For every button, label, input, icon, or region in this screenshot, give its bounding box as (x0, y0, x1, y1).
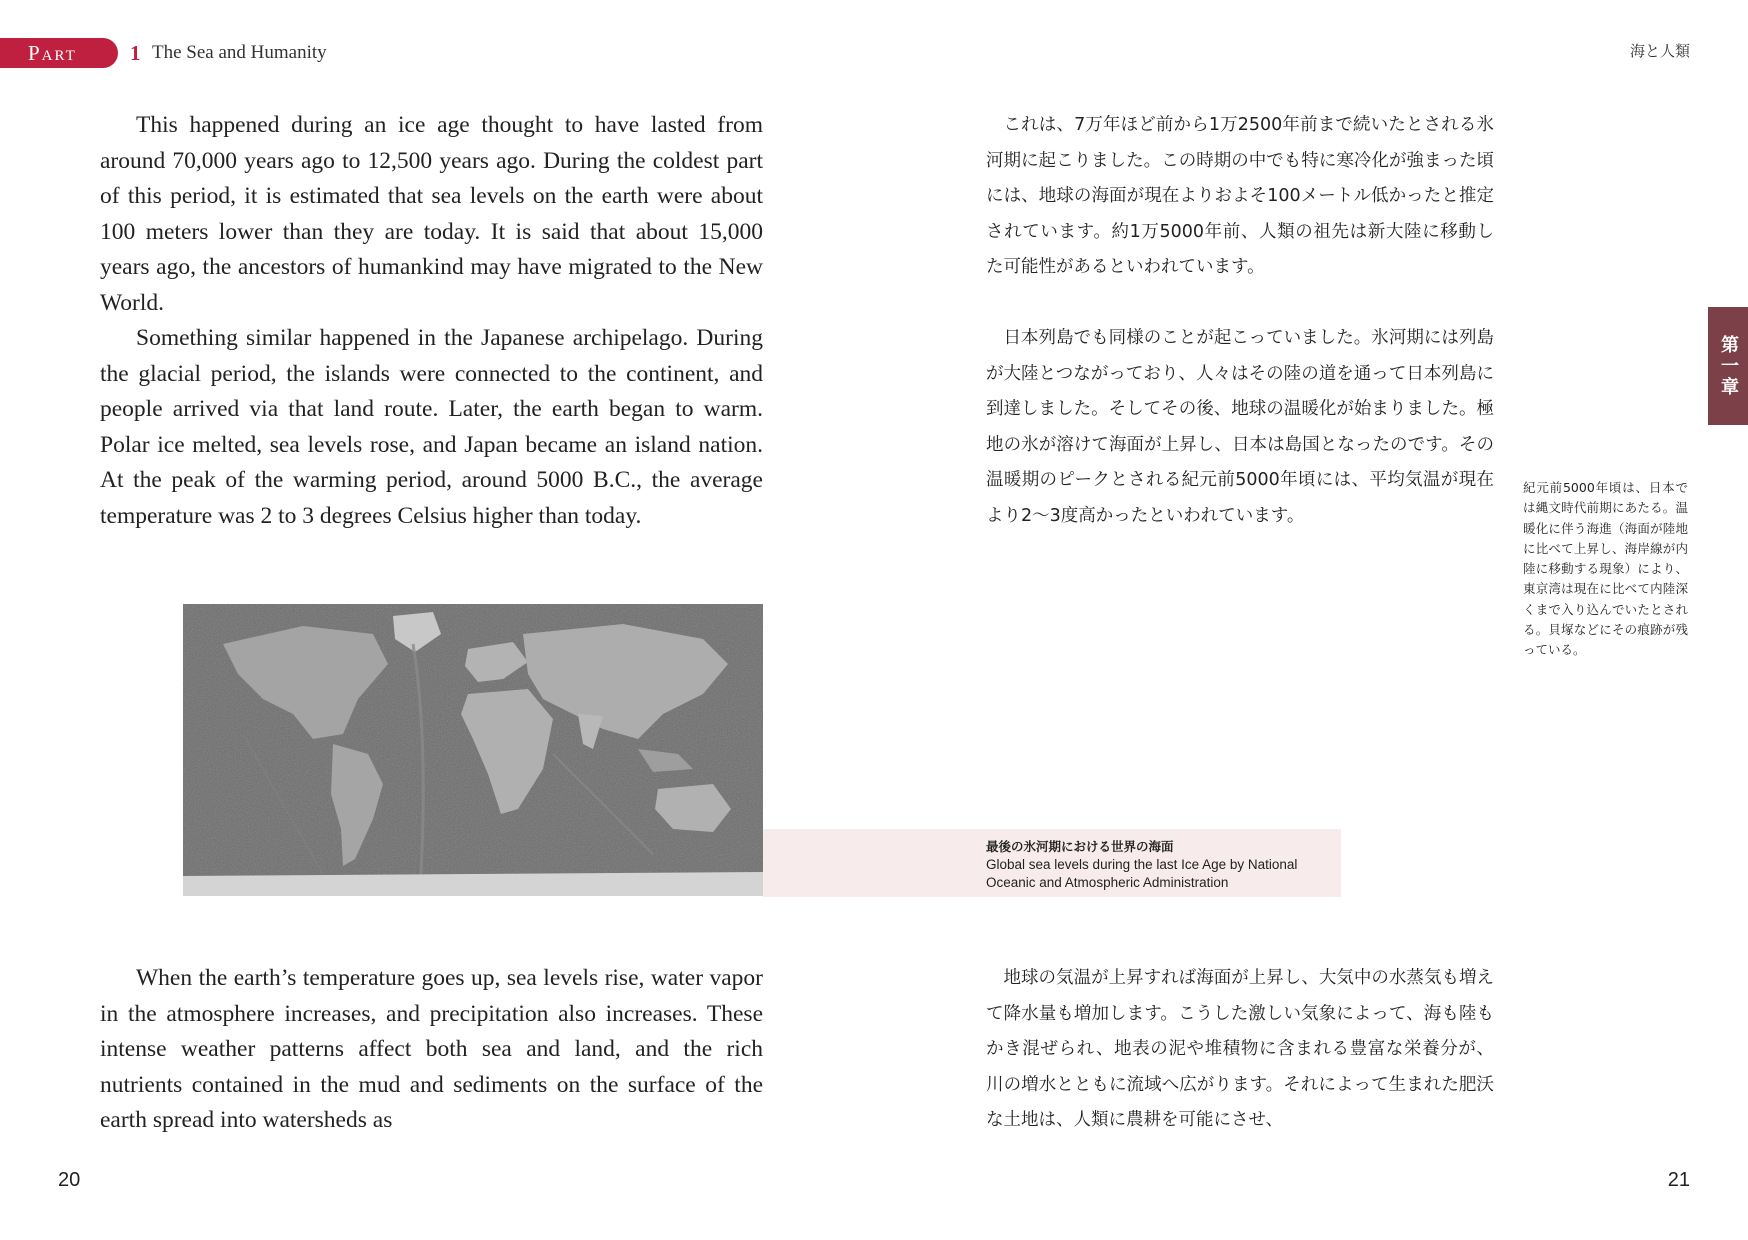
running-header-jp: 海と人類 (1629, 42, 1690, 60)
figure-caption-en: Global sea levels during the last Ice Age by National Oceanic and Atmospheric Administration (986, 857, 1298, 890)
japanese-paragraph-3: 地球の気温が上昇すれば海面が上昇し、大気中の水蒸気も増えて降水量も増加します。こうした激しい気象によって、海も陸もかき混ぜられ、地表の泥や堆積物に含まれる豊富な栄養分が、川の増水とともに流域へ広がります。それによって生まれた肥沃な土地は、人類に農耕を可能にさせ、 (986, 968, 1494, 1130)
figure-caption-jp: 最後の氷河期における世界の海面 (986, 839, 1174, 854)
japanese-paragraph-1: これは、7万年ほど前から1万2500年前まで続いたとされる氷河期に起こりました。この時期の中でも特に寒冷化が強まった頃には、地球の海面が現在よりおよそ100メートル低かったと推定されています。約1万5000年前、人類の祖先は新大陸に移動した可能性があるといわれています。 (986, 115, 1494, 277)
world-map-figure (183, 604, 763, 896)
english-paragraph-1: This happened during an ice age thought to have lasted from around 70,000 years ago to 12,500 years ago. During the coldest part of this period, it is estimated that sea levels on the earth were about 100 meters lower than they are today. It is said that about 15,000 years ago, the ancestors of humankind may have migrated to the New World. (100, 112, 763, 316)
part-label: Part (0, 38, 118, 68)
japanese-text-bottom (986, 961, 1494, 1139)
world-map-image (183, 604, 763, 896)
chapter-tab: 第一章 (1708, 307, 1748, 425)
english-paragraph-2: Something similar happened in the Japanese archipelago. During the glacial period, the islands were connected to the continent, and people arrived via that land route. Later, the earth began to warm. Polar ice melted, sea levels rose, and Japan became an island nation. At the peak of the warming period, around 5000 B.C., the average temperature was 2 to 3 degrees Celsius higher than today. (100, 325, 763, 529)
japanese-text-top (986, 108, 1494, 534)
page-number-right: 21 (1667, 1169, 1690, 1191)
part-title: The Sea and Humanity (152, 42, 327, 63)
page-number-left: 20 (58, 1169, 81, 1191)
japanese-paragraph-2: 日本列島でも同様のことが起こっていました。氷河期には列島が大陸とつながっており、人々はその陸の道を通って日本列島に到達しました。そしてその後、地球の温暖化が始まりました。極地の氷が溶けて海面が上昇し、日本は島国となったのです。その温暖期のピークとされる紀元前5000年頃には、平均気温が現在より2〜3度高かったといわれています。 (986, 328, 1494, 526)
english-text-top (100, 108, 763, 534)
english-text-bottom (100, 961, 763, 1139)
side-note: 紀元前5000年頃は、日本では縄文時代前期にあたる。温暖化に伴う海進（海面が陸地に比べて上昇し、海岸線が内陸に移動する現象）により、東京湾は現在に比べて内陸深くまで入り込んでいたとされる。貝塚などにその痕跡が残っている。 (1523, 480, 1688, 658)
part-number: 1 (130, 41, 141, 65)
english-paragraph-3: When the earth’s temperature goes up, sea levels rise, water vapor in the atmosphere increases, and precipitation also increases. These intense weather patterns affect both sea and land, and the rich nutrients contained in the mud and sediments on the surface of the earth spread into watersheds as (100, 965, 763, 1133)
